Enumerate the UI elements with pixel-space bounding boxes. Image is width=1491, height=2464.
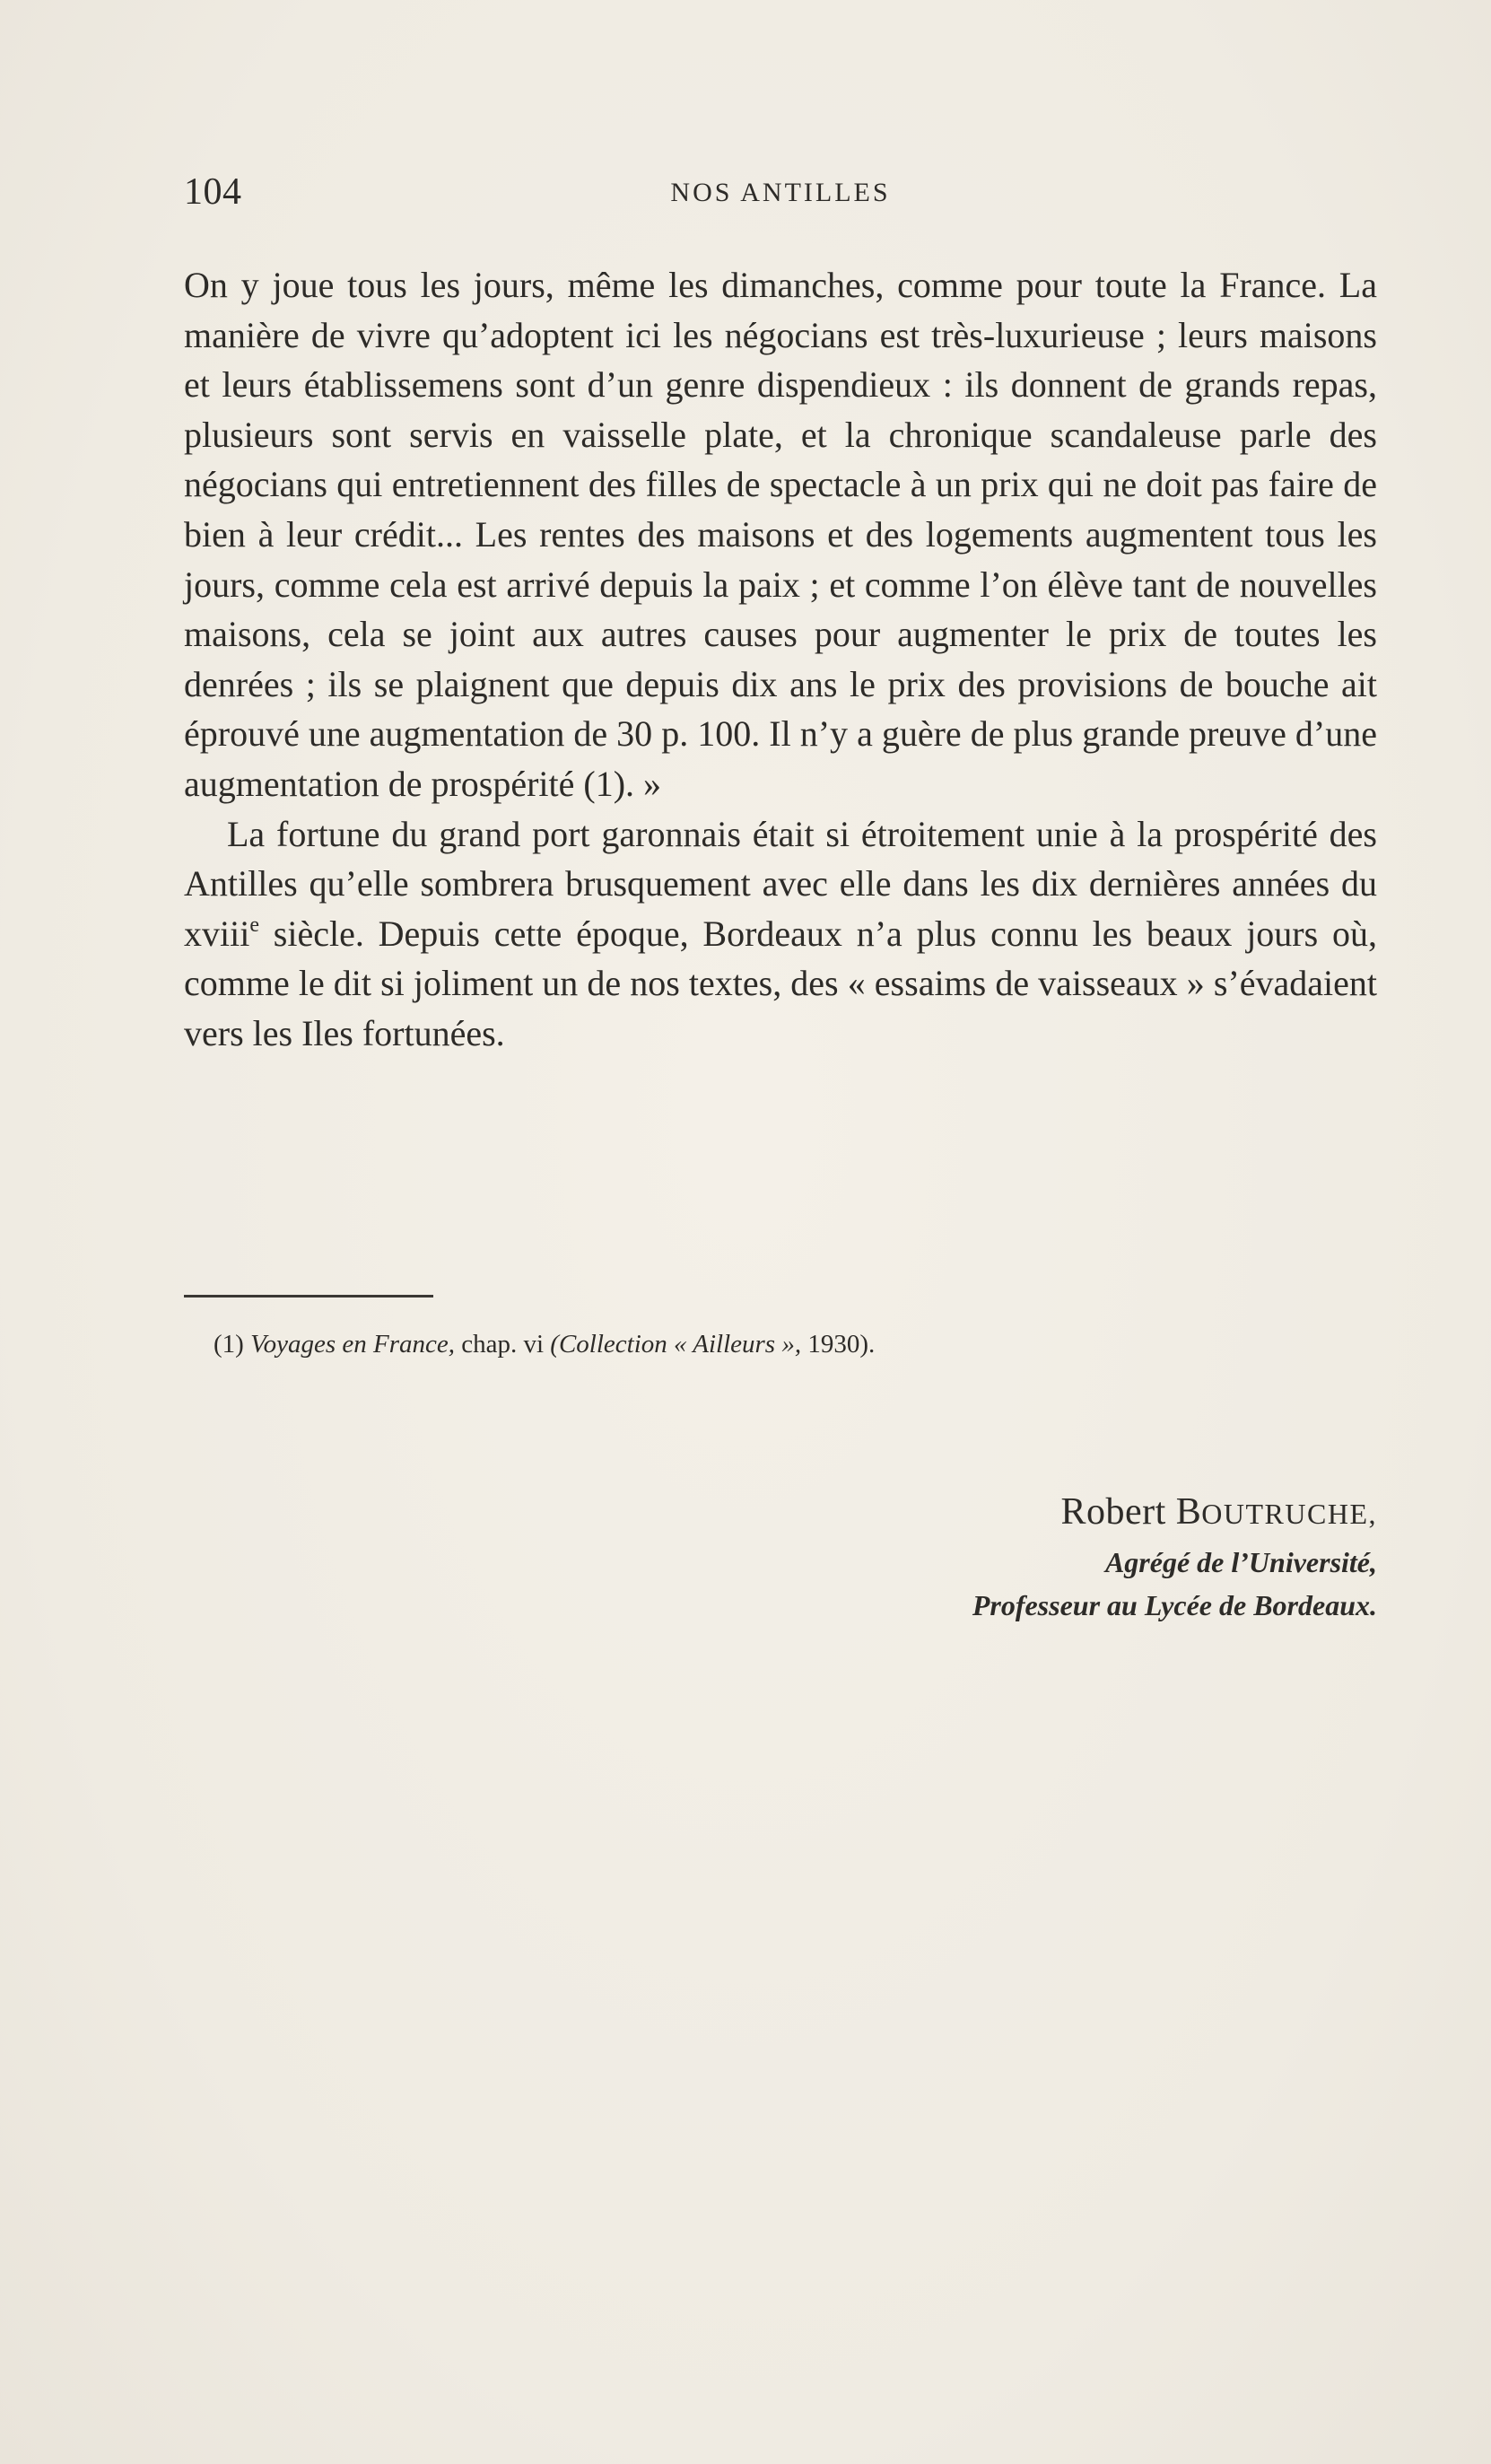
signature (972, 1485, 1377, 1627)
paragraph-2-before: La fortune du grand port garonnais était si étroitement unie à la prospérité des Antilles qu’elle sombrera brusquement avec elle dans les dix dernières années du xviii (184, 813, 1377, 954)
author-title-line-2: Professeur au Lycée de Bordeaux. (972, 1589, 1377, 1621)
running-title: NOS ANTILLES (670, 178, 891, 207)
page-number: 104 (184, 171, 242, 213)
running-head (184, 170, 1377, 215)
footnote-collection: (Collection « Ailleurs », (550, 1330, 802, 1359)
author-name (972, 1485, 1377, 1541)
body-text (184, 260, 1377, 1059)
footnote-rule (184, 1295, 433, 1298)
footnote (214, 1326, 1290, 1362)
footnote-title: Voyages en France, (250, 1330, 455, 1359)
footnote-year: 1930). (807, 1330, 876, 1359)
author-title-line-1: Agrégé de l’Université, (1104, 1546, 1377, 1578)
footnote-chapter: chap. vi (461, 1330, 545, 1359)
paragraph-2 (184, 809, 1377, 1059)
paragraph-1: On y joue tous les jours, même les dimanches, comme pour toute la France. La manière de vivre qu’adoptent ici les négocians est très-luxurieuse ; leurs maisons et leurs établissemens sont d’un genre dispendieux : ils donnent de grands repas, plusieurs sont servis en vaisselle plate, et la chronique scandaleuse parle des négocians qui entretiennent des filles de spectacle à un prix qui ne doit pas faire de bien à leur crédit... Les rentes des maisons et des logements augmentent tous les jours, comme cela est arrivé depuis la paix ; et comme l’on élève tant de nouvelles maisons, cela se joint aux autres causes pour augmenter le prix de toutes les denrées ; ils se plaignent que depuis dix ans le prix des provisions de bouche ait éprouvé une augmentation de 30 p. 100. Il n’y a guère de plus grande preuve d’une augmentation de prospérité (1). » (184, 265, 1377, 804)
author-last-name-initial: B (1175, 1491, 1202, 1533)
paragraph-2-after: siècle. Depuis cette époque, Bordeaux n’a plus connu les beaux jours où, comme le dit si joliment un de nos textes, des « essaims de vaisseaux » s’évadaient vers les Iles fortunées. (184, 913, 1377, 1053)
footnote-marker: (1) (214, 1330, 244, 1359)
author-last-name-rest: OUTRUCHE, (1201, 1498, 1377, 1530)
century-superscript: e (249, 913, 259, 937)
author-first-name: Robert (1060, 1491, 1166, 1533)
